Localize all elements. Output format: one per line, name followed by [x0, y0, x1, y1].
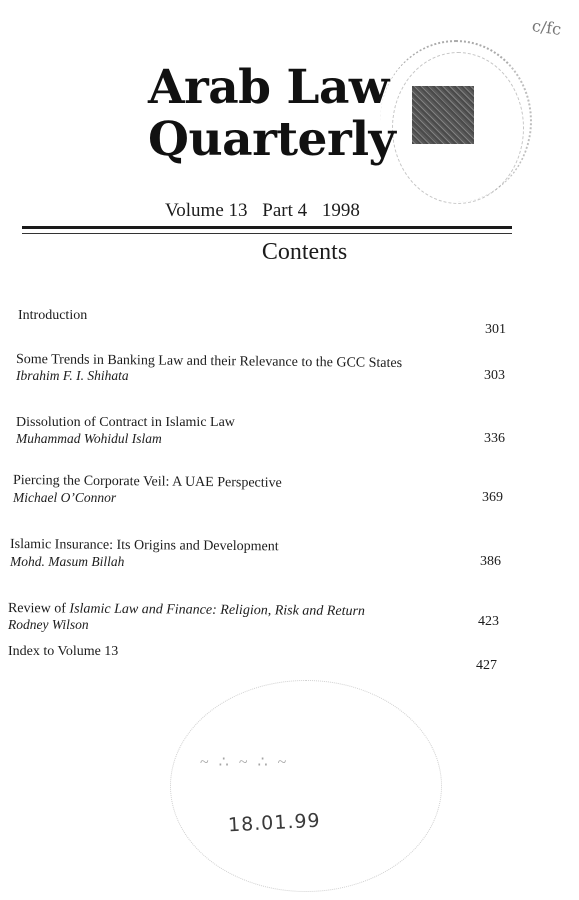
toc-page: 423 — [478, 614, 499, 629]
toc-author: Michael O’Connor — [13, 490, 117, 505]
journal-title — [148, 62, 395, 166]
toc-title-prefix: Review of — [7, 601, 70, 617]
issue-info — [165, 200, 370, 222]
toc-page: 369 — [482, 490, 503, 505]
receipt-stamp — [170, 680, 442, 892]
header-rule-thick — [22, 226, 512, 229]
toc-page: 336 — [484, 431, 505, 446]
toc-title-book: Islamic Law and Finance: Religion, Risk and Return — [69, 601, 366, 620]
contents-heading: Contents — [261, 239, 348, 265]
toc-page: 427 — [476, 658, 497, 673]
toc-author: Rodney Wilson — [8, 617, 89, 632]
toc-title: Index to Volume 13 — [8, 644, 119, 659]
library-stamp-seal — [412, 86, 474, 144]
toc-title: Dissolution of Contract in Islamic Law — [16, 415, 235, 430]
toc-page: 386 — [480, 554, 501, 569]
toc-title: Islamic Insurance: Its Origins and Development — [9, 537, 279, 555]
corner-handwritten-mark: c/fc — [530, 16, 563, 39]
receipt-stamp-text-smudge: ~ ∴ ~ ∴ ~ — [200, 754, 290, 771]
header-rule-thin — [22, 233, 512, 234]
toc-author: Mohd. Masum Billah — [10, 554, 125, 569]
issue-year: 1998 — [321, 200, 360, 221]
toc-title: Piercing the Corporate Veil: A UAE Perspective — [12, 473, 282, 491]
toc-author: Ibrahim F. I. Shihata — [16, 368, 129, 383]
issue-part: Part 4 — [262, 200, 308, 221]
journal-title-line2: Quarterly — [148, 112, 396, 167]
toc-page: 303 — [484, 368, 505, 383]
toc-author: Muhammad Wohidul Islam — [16, 431, 162, 446]
toc-page: 301 — [485, 322, 506, 337]
handwritten-date: 18.01.99 — [227, 809, 322, 837]
issue-volume: Volume 13 — [165, 200, 248, 221]
toc-title: Introduction — [18, 308, 88, 323]
toc-title: Some Trends in Banking Law and their Relevance to the GCC States — [15, 352, 403, 372]
journal-title-line1: Arab Law — [148, 60, 389, 115]
